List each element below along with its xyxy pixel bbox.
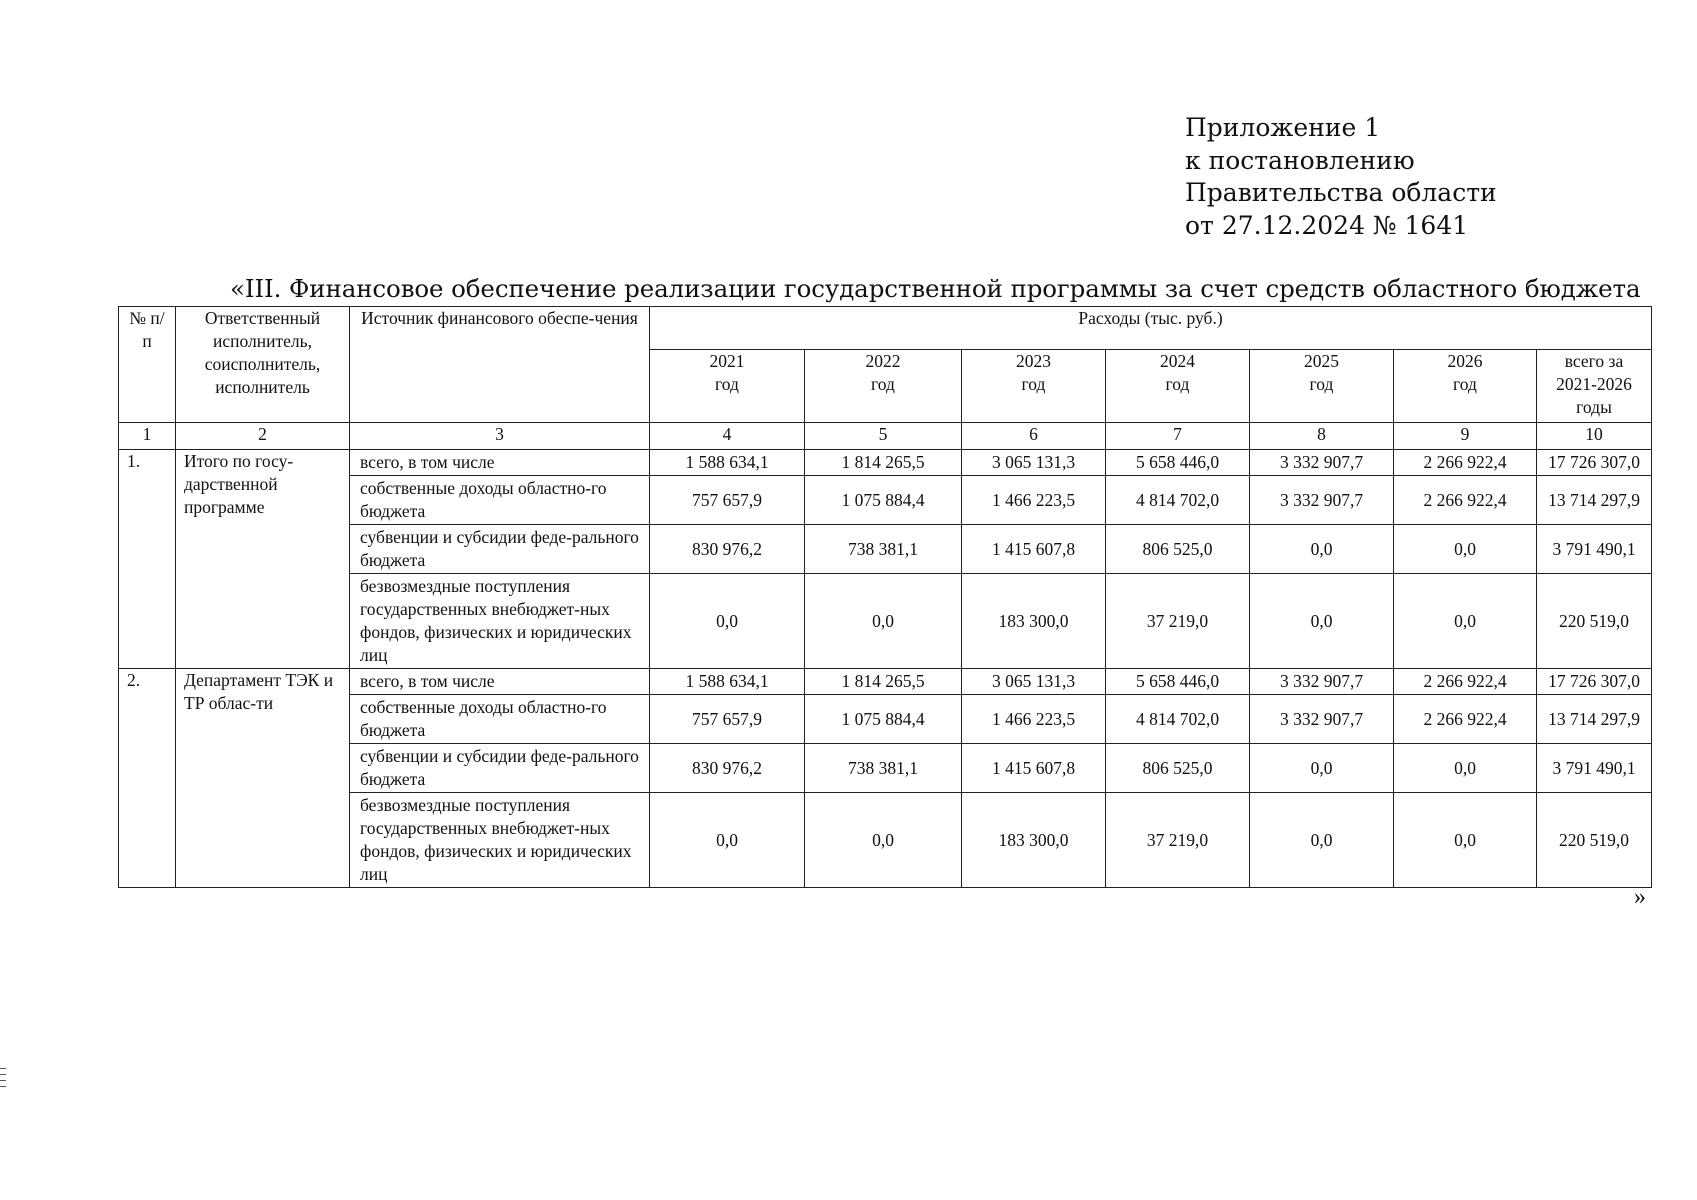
value-cell: 2 266 922,4: [1394, 450, 1537, 476]
column-index-row: [119, 423, 1652, 450]
header-source: Источник финансового обеспе-чения: [350, 307, 650, 423]
column-index-cell: 7: [1106, 423, 1250, 450]
value-cell: 830 976,2: [650, 525, 805, 574]
value-cell: 757 657,9: [650, 476, 805, 525]
source-cell: безвозмездные поступления государственных внебюджет-ных фондов, физических и юридических лиц: [350, 793, 650, 888]
value-cell: 1 415 607,8: [962, 744, 1106, 793]
value-cell: 2 266 922,4: [1394, 695, 1537, 744]
header-year-2024: 2024 год: [1106, 350, 1250, 423]
appendix-block: [1185, 112, 1497, 242]
value-cell: 4 814 702,0: [1106, 476, 1250, 525]
column-index-cell: 4: [650, 423, 805, 450]
header-year-2025: 2025 год: [1250, 350, 1394, 423]
value-cell: 2 266 922,4: [1394, 669, 1537, 695]
value-cell: 3 332 907,7: [1250, 450, 1394, 476]
value-cell: 0,0: [1394, 744, 1537, 793]
binding-marks: [0, 1068, 6, 1092]
header-year-2023: 2023 год: [962, 350, 1106, 423]
value-cell: 0,0: [1250, 744, 1394, 793]
value-cell: 738 381,1: [805, 525, 962, 574]
column-index-cell: 5: [805, 423, 962, 450]
header-no: № п/п: [119, 307, 176, 423]
value-cell: 757 657,9: [650, 695, 805, 744]
source-cell: собственные доходы областно-го бюджета: [350, 695, 650, 744]
row-number: 1.: [119, 450, 176, 669]
value-cell: 0,0: [650, 793, 805, 888]
table-row: [119, 450, 1652, 476]
value-cell: 0,0: [1394, 793, 1537, 888]
value-cell: 1 075 884,4: [805, 476, 962, 525]
column-index-cell: 3: [350, 423, 650, 450]
value-cell: 2 266 922,4: [1394, 476, 1537, 525]
total-value-cell: 3 791 490,1: [1537, 744, 1652, 793]
value-cell: 37 219,0: [1106, 574, 1250, 669]
value-cell: 0,0: [1394, 574, 1537, 669]
value-cell: 5 658 446,0: [1106, 450, 1250, 476]
column-index-cell: 8: [1250, 423, 1394, 450]
value-cell: 0,0: [650, 574, 805, 669]
value-cell: 806 525,0: [1106, 525, 1250, 574]
value-cell: 1 415 607,8: [962, 525, 1106, 574]
value-cell: 3 332 907,7: [1250, 476, 1394, 525]
executor-cell: Департамент ТЭК и ТР облас-ти: [176, 669, 350, 888]
value-cell: 1 466 223,5: [962, 695, 1106, 744]
value-cell: 0,0: [1250, 793, 1394, 888]
value-cell: 0,0: [1394, 525, 1537, 574]
value-cell: 3 332 907,7: [1250, 695, 1394, 744]
value-cell: 1 466 223,5: [962, 476, 1106, 525]
header-executor: Ответственный исполнитель, соисполнитель, исполнитель: [176, 307, 350, 423]
value-cell: 830 976,2: [650, 744, 805, 793]
source-cell: субвенции и субсидии феде-рального бюджета: [350, 525, 650, 574]
header-total: всего за 2021-2026 годы: [1537, 350, 1652, 423]
value-cell: 1 075 884,4: [805, 695, 962, 744]
column-index-cell: 9: [1394, 423, 1537, 450]
header-year-2022: 2022 год: [805, 350, 962, 423]
header-year-2021: 2021 год: [650, 350, 805, 423]
header-year-2026: 2026 год: [1394, 350, 1537, 423]
table-caption: «III. Финансовое обеспечение реализации государственной программы за счет средств областного бюджета: [230, 274, 1641, 303]
appendix-line-2: к постановлению: [1185, 145, 1415, 175]
column-index-cell: 1: [119, 423, 176, 450]
closing-quote: »: [1634, 884, 1646, 910]
total-value-cell: 13 714 297,9: [1537, 476, 1652, 525]
header-expenses: Расходы (тыс. руб.): [650, 307, 1652, 350]
value-cell: 738 381,1: [805, 744, 962, 793]
financing-table: [118, 306, 1652, 888]
value-cell: 1 588 634,1: [650, 669, 805, 695]
executor-cell: Итого по госу-дарственной программе: [176, 450, 350, 669]
column-index-cell: 2: [176, 423, 350, 450]
value-cell: 1 814 265,5: [805, 669, 962, 695]
value-cell: 3 065 131,3: [962, 669, 1106, 695]
total-value-cell: 3 791 490,1: [1537, 525, 1652, 574]
value-cell: 0,0: [805, 793, 962, 888]
total-value-cell: 220 519,0: [1537, 574, 1652, 669]
value-cell: 0,0: [805, 574, 962, 669]
value-cell: 0,0: [1250, 525, 1394, 574]
source-cell: всего, в том числе: [350, 450, 650, 476]
total-value-cell: 220 519,0: [1537, 793, 1652, 888]
total-value-cell: 13 714 297,9: [1537, 695, 1652, 744]
value-cell: 4 814 702,0: [1106, 695, 1250, 744]
total-value-cell: 17 726 307,0: [1537, 669, 1652, 695]
total-value-cell: 17 726 307,0: [1537, 450, 1652, 476]
column-index-cell: 6: [962, 423, 1106, 450]
row-number: 2.: [119, 669, 176, 888]
source-cell: субвенции и субсидии феде-рального бюджета: [350, 744, 650, 793]
value-cell: 1 814 265,5: [805, 450, 962, 476]
value-cell: 37 219,0: [1106, 793, 1250, 888]
table-row: [119, 669, 1652, 695]
source-cell: всего, в том числе: [350, 669, 650, 695]
appendix-line-4: от 27.12.2024 № 1641: [1185, 210, 1469, 240]
column-index-cell: 10: [1537, 423, 1652, 450]
value-cell: 1 588 634,1: [650, 450, 805, 476]
source-cell: безвозмездные поступления государственных внебюджет-ных фондов, физических и юридических лиц: [350, 574, 650, 669]
value-cell: 3 332 907,7: [1250, 669, 1394, 695]
appendix-line-1: Приложение 1: [1185, 113, 1381, 142]
source-cell: собственные доходы областно-го бюджета: [350, 476, 650, 525]
value-cell: 183 300,0: [962, 793, 1106, 888]
value-cell: 183 300,0: [962, 574, 1106, 669]
appendix-line-3: Правительства области: [1185, 178, 1497, 207]
value-cell: 0,0: [1250, 574, 1394, 669]
value-cell: 3 065 131,3: [962, 450, 1106, 476]
value-cell: 806 525,0: [1106, 744, 1250, 793]
value-cell: 5 658 446,0: [1106, 669, 1250, 695]
